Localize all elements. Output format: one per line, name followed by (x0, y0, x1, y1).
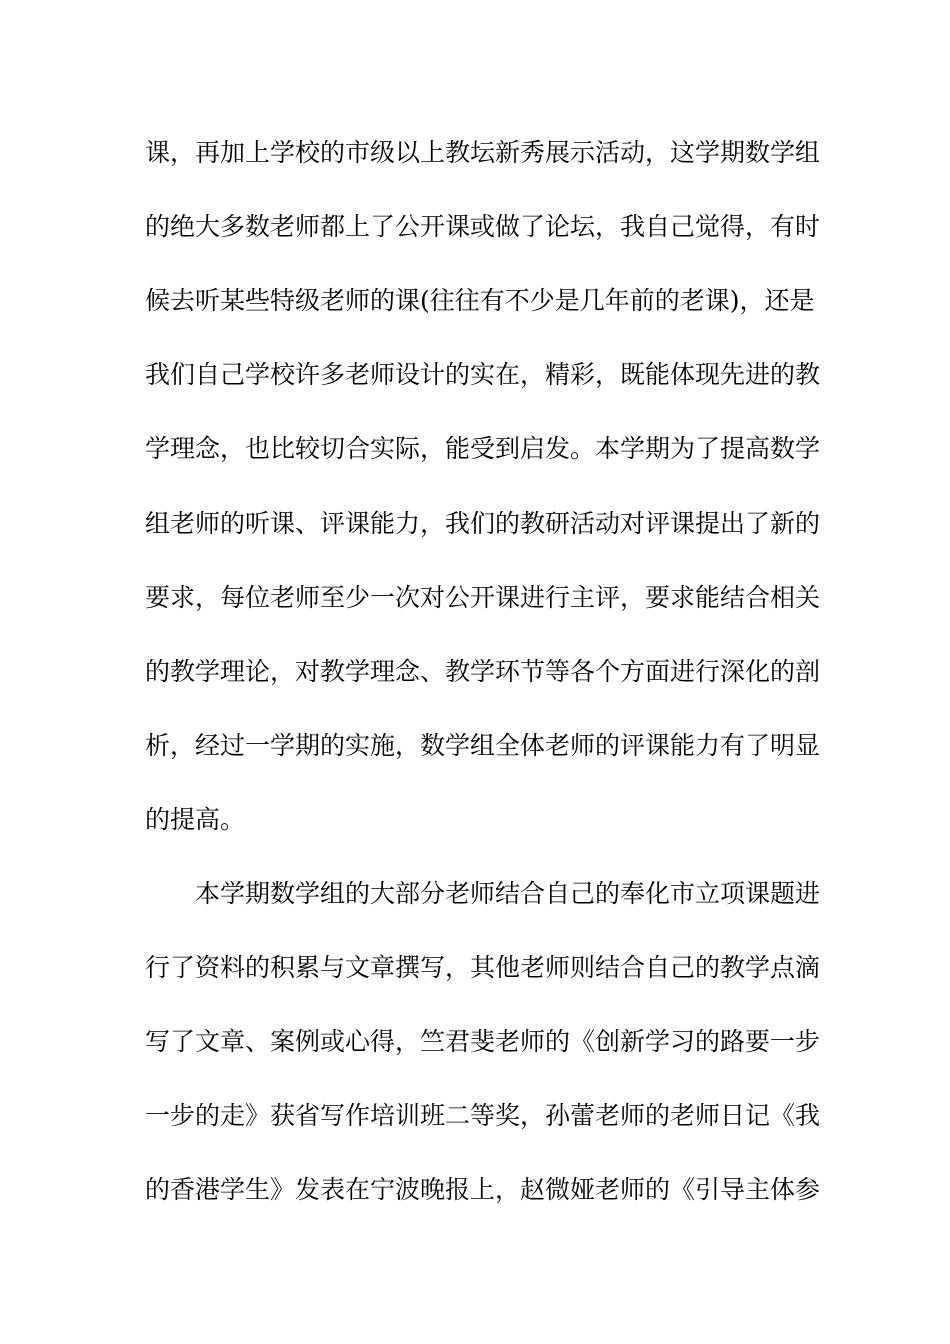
text-line: 组老师的听课、评课能力，我们的教研活动对评课提出了新的 (145, 509, 821, 538)
text-line: 的香港学生》发表在宁波晚报上，赵微娅老师的《引导主体参 (145, 1175, 821, 1204)
text-line: 要求，每位老师至少一次对公开课进行主评，要求能结合相关 (145, 583, 821, 612)
text-line: 析，经过一学期的实施，数学组全体老师的评课能力有了明显 (145, 731, 821, 760)
text-line: 的教学理论，对教学理念、教学环节等各个方面进行深化的剖 (145, 657, 821, 686)
text-line: 的提高。 (145, 805, 246, 834)
text-line: 行了资料的积累与文章撰写，其他老师则结合自己的教学点滴 (145, 953, 821, 982)
text-line: 的绝大多数老师都上了公开课或做了论坛，我自己觉得，有时 (145, 212, 821, 241)
text-line: 学理念，也比较切合实际，能受到启发。本学期为了提高数学 (145, 434, 821, 463)
text-line: 本学期数学组的大部分老师结合自己的奉化市立项课题进 (195, 879, 821, 908)
text-line: 我们自己学校许多老师设计的实在，精彩，既能体现先进的教 (145, 360, 821, 389)
text-line: 一步的走》获省写作培训班二等奖，孙蕾老师的老师日记《我 (145, 1101, 821, 1130)
text-line: 候去听某些特级老师的课(往往有不少是几年前的老课)，还是 (145, 286, 815, 315)
text-line: 写了文章、案例或心得，竺君斐老师的《创新学习的路要一步 (145, 1027, 821, 1056)
text-line: 课，再加上学校的市级以上教坛新秀展示活动，这学期数学组 (145, 138, 821, 167)
